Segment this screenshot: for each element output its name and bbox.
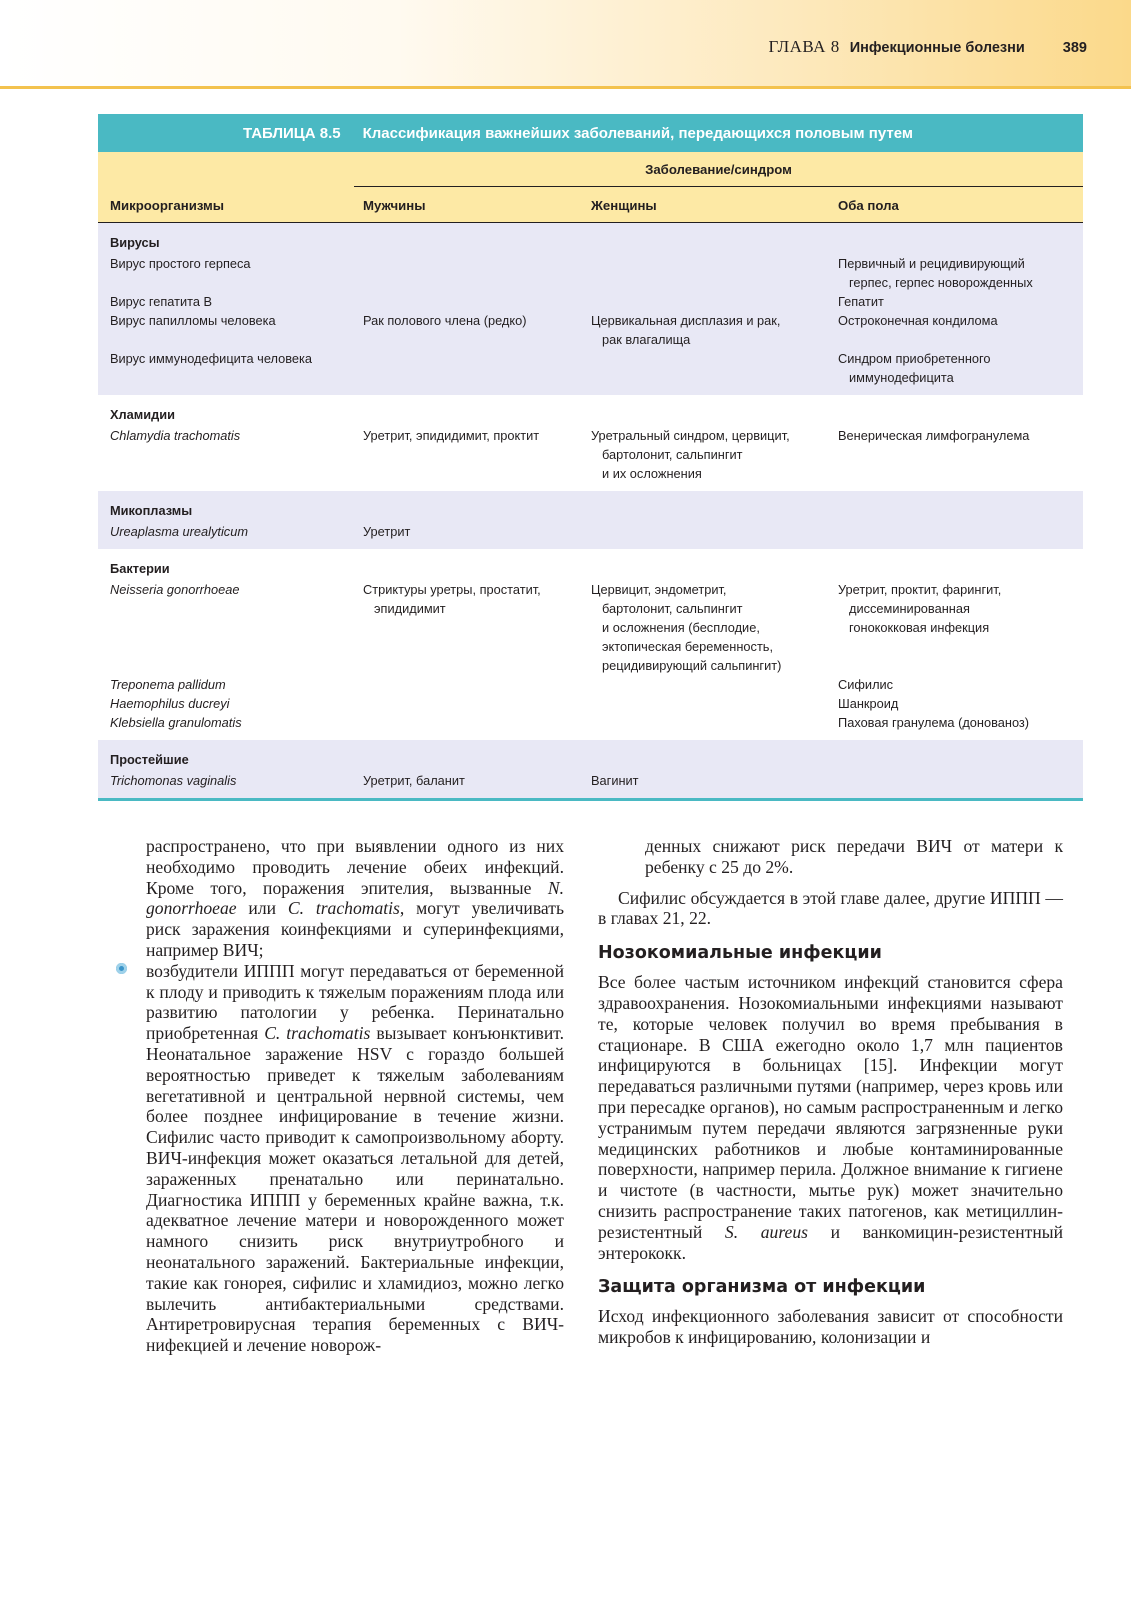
organism-cell: Вирус гепатита B xyxy=(110,294,213,309)
col-header-women: Женщины xyxy=(591,198,657,213)
cell-line: Вагинит xyxy=(591,773,639,788)
table-header xyxy=(98,152,1083,223)
organism-cell: Haemophilus ducreyi xyxy=(110,696,230,711)
sti-classification-table xyxy=(98,114,1083,801)
organism-cell: Вирус простого герпеса xyxy=(110,256,251,271)
left-text-column xyxy=(146,836,564,1356)
cell-both xyxy=(829,349,1083,387)
cell-both xyxy=(829,713,1083,732)
cell-line: Венерическая лимфогранулема xyxy=(838,428,1030,443)
paragraph: Исход инфекционного заболевания зависит от способности микробов к инфицированию, колонизации и xyxy=(598,1306,1063,1348)
cell-line: Первичный и рецидивирующий xyxy=(838,256,1025,271)
cell-line: Рак полового члена (редко) xyxy=(363,313,527,328)
table-row xyxy=(98,713,1083,732)
cell-men xyxy=(354,713,582,732)
chapter-label: ГЛАВА 8 xyxy=(768,37,840,56)
page-number: 389 xyxy=(1062,40,1087,56)
cell-women xyxy=(582,694,829,713)
paragraph: Сифилис обсуждается в этой главе далее, другие ИППП — в главах 21, 22. xyxy=(598,887,1063,929)
cell-women xyxy=(582,580,829,675)
table-row xyxy=(98,311,1083,349)
cell-both xyxy=(829,311,1083,349)
cell-line: Шанкроид xyxy=(838,696,899,711)
cell-line: иммунодефицита xyxy=(849,370,954,385)
cell-line: Уретрит xyxy=(363,524,411,539)
table-row xyxy=(98,694,1083,713)
cell-line: диссеминированная xyxy=(849,601,970,616)
table-title: Классификация важнейших заболеваний, передающихся половым путем xyxy=(362,124,913,142)
cell-men xyxy=(354,580,582,675)
right-text-column xyxy=(598,836,1063,1348)
organism-cell: Neisseria gonorrhoeae xyxy=(110,582,240,597)
cell-line: бартолонит, сальпингит xyxy=(602,601,743,616)
paragraph: возбудители ИППП могут передаваться от беременной к плоду и приводить к тяжелым поражениям плода или развитию патологии у ребенка. Перинатально приобретенная C. trachomatis вызывает конъюнктивит. Неонатальное заражение HSV с гораздо большей вероятностью приведет к тяжелым заболеваниям вегетативной и центральной нервной системы, чем более позднее инфицирование в течение жизни. Сифилис часто приводит к самопроизвольному аборту. ВИЧ-инфекция может оказаться летальной для детей, зараженных пренатально или перинатально. Диагностика ИППП у беременных крайне важна, т.к. адекватное лечение матери и новорожденного может намного снизить риск внутриутробного и неонатального заражений. Бактериальные инфекции, такие как гонорея, сифилис и хламидиоз, можно легко вылечить антибактериальными средствами. Антиретровирусная терапия беременных с ВИЧ-нифекцией и лечение новорож- xyxy=(146,960,564,1356)
cell-men xyxy=(354,349,582,387)
organism-cell: Chlamydia trachomatis xyxy=(110,428,241,443)
table-row xyxy=(98,254,1083,292)
table-number: ТАБЛИЦА 8.5 xyxy=(243,124,341,142)
cell-both xyxy=(829,580,1083,675)
cell-women xyxy=(582,311,829,349)
col-header-organisms: Микроорганизмы xyxy=(110,198,225,213)
organism-cell: Ureaplasma urealyticum xyxy=(110,524,248,539)
table-row xyxy=(98,292,1083,311)
cell-both xyxy=(829,426,1083,483)
running-header xyxy=(769,37,1087,57)
organism-cell: Klebsiella granulomatis xyxy=(110,715,242,730)
group-header: Заболевание/синдром xyxy=(354,152,1083,187)
table-body xyxy=(98,223,1083,798)
cell-line: Стриктуры уретры, простатит, xyxy=(363,582,541,597)
cell-line: Уретральный синдром, цервицит, xyxy=(591,428,790,443)
table-section xyxy=(98,223,1083,395)
cell-line: рецидивирующий сальпингит) xyxy=(602,658,782,673)
col-header-both: Оба пола xyxy=(838,198,899,213)
cell-line: эпидидимит xyxy=(374,601,446,616)
col-header-men: Мужчины xyxy=(363,198,426,213)
cell-women xyxy=(582,349,829,387)
table-section xyxy=(98,740,1083,798)
table-row xyxy=(98,426,1083,483)
cell-men xyxy=(354,311,582,349)
category-label: Вирусы xyxy=(110,235,160,250)
table-section xyxy=(98,549,1083,740)
table-caption xyxy=(98,114,1083,152)
category-label: Микоплазмы xyxy=(110,503,193,518)
cell-both xyxy=(829,675,1083,694)
table-bottom-rule xyxy=(98,798,1083,801)
list-bullet-icon xyxy=(116,963,127,974)
cell-line: Гепатит xyxy=(838,294,884,309)
cell-men xyxy=(354,694,582,713)
cell-line: Цервицит, эндометрит, xyxy=(591,582,727,597)
cell-both xyxy=(829,522,1083,541)
cell-line: Уретрит, проктит, фарингит, xyxy=(838,582,1002,597)
table-section xyxy=(98,395,1083,491)
table-row xyxy=(98,675,1083,694)
cell-men xyxy=(354,292,582,311)
category-label: Простейшие xyxy=(110,752,189,767)
cell-both xyxy=(829,254,1083,292)
category-label: Бактерии xyxy=(110,561,170,576)
table-row xyxy=(98,771,1083,790)
cell-line: Цервикальная дисплазия и рак, xyxy=(591,313,781,328)
cell-both xyxy=(829,771,1083,790)
cell-line: бартолонит, сальпингит xyxy=(602,447,743,462)
section-heading: Защита организма от инфекции xyxy=(598,1277,926,1298)
organism-cell: Trichomonas vaginalis xyxy=(110,773,237,788)
cell-both xyxy=(829,292,1083,311)
organism-cell: Вирус папилломы человека xyxy=(110,313,276,328)
paragraph: распространено, что при выявлении одного из них необходимо проводить лечение обеих инфекций. Кроме того, поражения эпителия, вызванные N. gonorrhoeae или C. trachomatis, могут увеличивать риск заражения коинфекциями и суперинфекциями, например ВИЧ; xyxy=(146,836,564,960)
cell-women xyxy=(582,426,829,483)
table-row xyxy=(98,349,1083,387)
cell-both xyxy=(829,694,1083,713)
table-row xyxy=(98,522,1083,541)
cell-line: Уретрит, баланит xyxy=(363,773,465,788)
table-section xyxy=(98,491,1083,549)
cell-line: гонококковая инфекция xyxy=(849,620,990,635)
cell-line: Сифилис xyxy=(838,677,894,692)
cell-men xyxy=(354,675,582,694)
cell-line: Паховая гранулема (донованоз) xyxy=(838,715,1030,730)
cell-line: Остроконечная кондилома xyxy=(838,313,998,328)
cell-line: герпес, герпес новорожденных xyxy=(849,275,1033,290)
chapter-title: Инфекционные болезни xyxy=(849,40,1025,56)
cell-women xyxy=(582,522,829,541)
category-label: Хламидии xyxy=(110,407,175,422)
cell-line: рак влагалища xyxy=(602,332,691,347)
section-heading: Нозокомиальные инфекции xyxy=(598,943,882,964)
paragraph: Все более частым источником инфекций становится сфера здравоохранения. Нозокомиальными инфекциями называют те, которые человек получил во время пребывания в стационаре. В США ежегодно около 1,7 млн пациентов инфицируются в больницах [15]. Инфекции могут передаваться различными путями (например, через кровь или при пересадке органов), но самым распространенным и легко устранимым путем передачи являются загрязненные руки медицинских работников и любые контаминированные поверхности, например перила. Должное внимание к гигиене и чистоте (в частности, мытье рук) может значительно снизить распространение таких патогенов, как метициллин-резистентный S. aureus и ванкомицин-резистентный энтерококк. xyxy=(598,972,1063,1263)
organism-cell: Вирус иммунодефицита человека xyxy=(110,351,313,366)
cell-women xyxy=(582,254,829,292)
cell-line: Уретрит, эпидидимит, проктит xyxy=(363,428,540,443)
table-row xyxy=(98,580,1083,675)
cell-women xyxy=(582,675,829,694)
cell-men xyxy=(354,426,582,483)
cell-line: Синдром приобретенного xyxy=(838,351,991,366)
cell-line: эктопическая беременность, xyxy=(602,639,774,654)
cell-men xyxy=(354,522,582,541)
cell-women xyxy=(582,713,829,732)
cell-line: и их осложнения xyxy=(602,466,702,481)
paragraph: денных снижают риск передачи ВИЧ от матери к ребенку с 25 до 2%. xyxy=(645,836,1063,877)
cell-women xyxy=(582,771,829,790)
cell-men xyxy=(354,771,582,790)
cell-men xyxy=(354,254,582,292)
cell-line: и осложнения (бесплодие, xyxy=(602,620,760,635)
cell-women xyxy=(582,292,829,311)
organism-cell: Treponema pallidum xyxy=(110,677,226,692)
